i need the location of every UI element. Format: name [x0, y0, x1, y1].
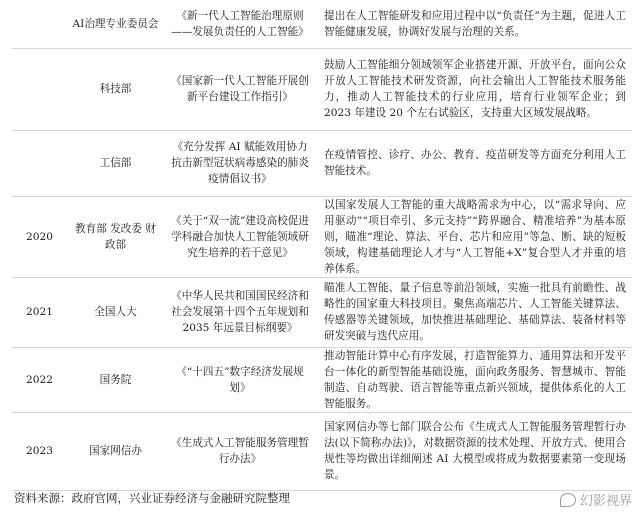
department-cell: 全国人大: [67, 277, 164, 347]
document-title-cell: 《新一代人工智能治理原则——发展负责任的人工智能》: [164, 0, 316, 48]
description-cell: 国家网信办等七部门联合公布《生成式人工智能服务管理暂行办法(以下简称办法)》，对数据资源的技术处理、开放方式、使用合规性等均做出详细阐述 AI 大模型或将成为数据要素第一变现场景。: [316, 412, 632, 490]
description-cell: 瞄准人工智能、量子信息等前沿领域，实施一批具有前瞻性、战略性的国家重大科技项目。聚焦高端芯片、人工智能关键算法、传感器等关键领域，加快推进基础理论、基础算法、装备材料等研发突破与迭代应用。: [316, 277, 632, 347]
table-row: [12, 130, 632, 196]
table-row: [12, 347, 632, 412]
description-cell: 鼓励人工智能细分领域领军企业搭建开源、开放平台，面向公众开放人工智能技术研发资源，向社会输出人工智能技术服务能力，推动人工智能技术的行业应用，培育行业领军企业；到 2023 年建设 20 个左右试验区，支持重大区域发展战略。: [316, 48, 632, 130]
table-row: [12, 412, 632, 490]
year-cell: [12, 0, 67, 48]
year-cell: [12, 48, 67, 130]
table-row: [12, 48, 632, 130]
watermark: [560, 490, 632, 509]
table-row: [12, 0, 632, 48]
department-cell: AI治理专业委员会: [67, 0, 164, 48]
department-cell: 国家网信办: [67, 412, 164, 490]
document-title-cell: 《“十四五”数字经济发展规划》: [164, 347, 316, 412]
year-cell: 2023: [12, 412, 67, 490]
watermark-text: 幻影视界: [579, 494, 632, 509]
document-title-cell: 《生成式人工智能服务管理暂行办法》: [164, 412, 316, 490]
wechat-logo-icon: [560, 493, 576, 507]
year-cell: 2022: [12, 347, 67, 412]
source-note: 资料来源：政府官网，兴业证券经济与金融研究院整理: [14, 491, 290, 505]
table-row: [12, 196, 632, 277]
department-cell: 科技部: [67, 48, 164, 130]
year-cell: 2020: [12, 196, 67, 277]
table-row: [12, 277, 632, 347]
year-cell: [12, 130, 67, 196]
year-cell: 2021: [12, 277, 67, 347]
department-cell: 工信部: [67, 130, 164, 196]
description-cell: 推动智能计算中心有序发展，打造智能算力、通用算法和开发平台一体化的新型智能基础设施，面向政务服务、智慧城市、智能制造、自动驾驶、语言智能等重点新兴领域，提供体系化的人工智能服务。: [316, 347, 632, 412]
document-title-cell: 《中华人民共和国国民经济和社会发展第十四个五年规划和 2035 年远景目标纲要》: [164, 277, 316, 347]
description-cell: 提出在人工智能研发和应用过程中以“负责任”为主题，促进人工智能健康发展，协调好发展与治理的关系。: [316, 0, 632, 48]
document-title-cell: 《国家新一代人工智能开展创新平台建设工作指引》: [164, 48, 316, 130]
policy-table: [12, 0, 632, 491]
department-cell: 国务院: [67, 347, 164, 412]
department-cell: 教育部 发改委 财政部: [67, 196, 164, 277]
description-cell: 在疫情管控、诊疗、办公、教育、疫苗研发等方面充分利用人工智能技术。: [316, 130, 632, 196]
document-title-cell: 《充分发挥 AI 赋能效用协力抗击新型冠状病毒感染的肺炎疫情倡议书》: [164, 130, 316, 196]
description-cell: 以国家发展人工智能的重大战略需求为中心，以“需求导向、应用驱动”“项目牵引、多元支持”“跨界融合、精准培养”为基本原则，瞄准“理论、算法、平台、芯片和应用”等急、断、缺的短板领域，构建基础理论人才与“人工智能+X”复合型人才并重的培养体系。: [316, 196, 632, 277]
document-title-cell: 《关于“双一流”建设高校促进学科融合加快人工智能领域研究生培养的若干意见》: [164, 196, 316, 277]
